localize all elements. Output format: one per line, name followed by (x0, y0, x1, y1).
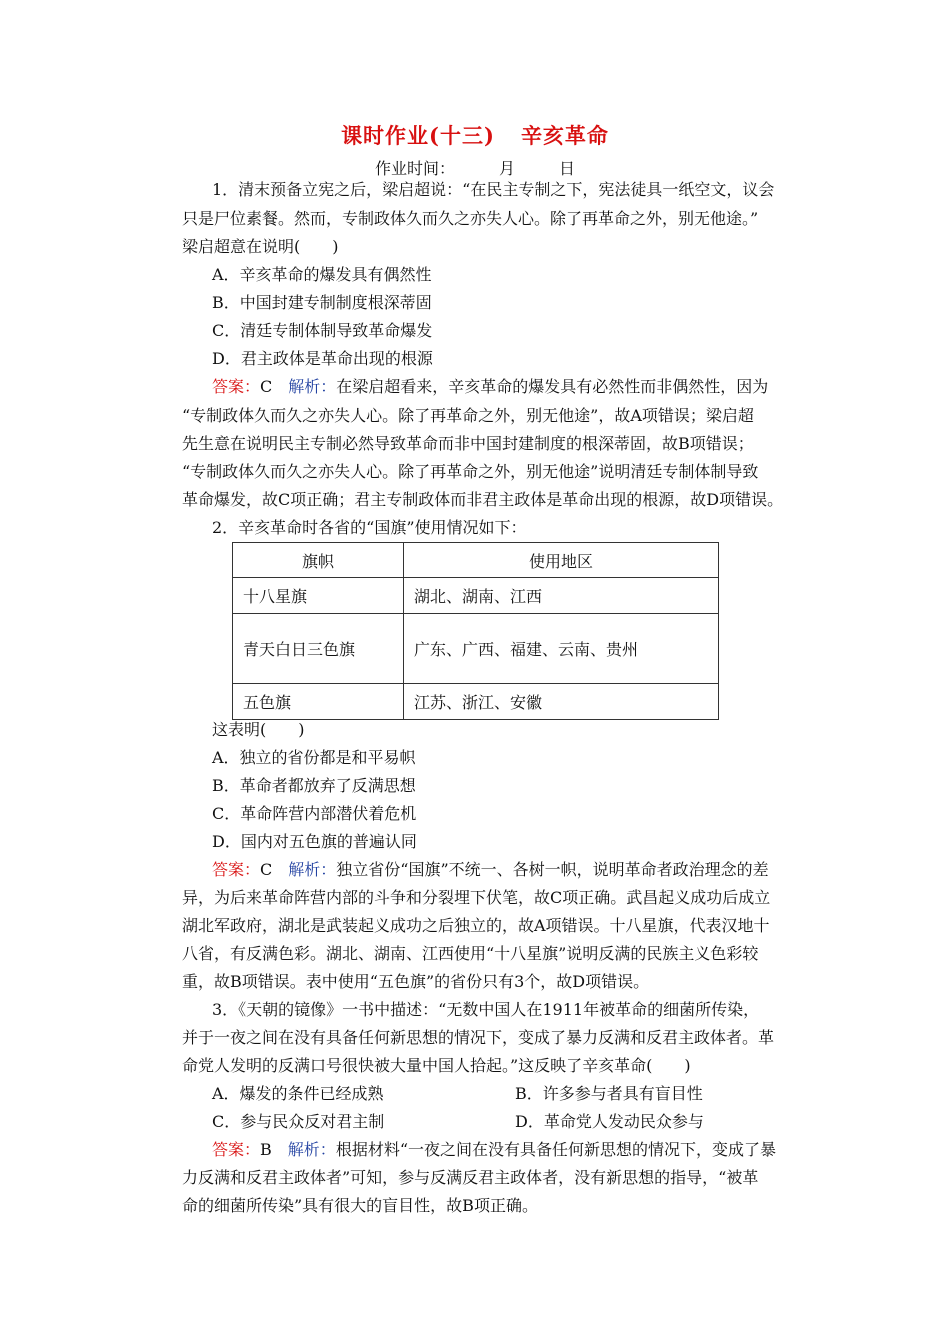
q1-option-d: D．君主政体是革命出现的根源 (212, 349, 433, 368)
q3-stem-line: 命党人发明的反满口号很快被大量中国人拾起。”这反映了辛亥革命( ) (182, 1056, 691, 1075)
q1-analysis-line: 先生意在说明民主专制必然导致革命而非中国封建制度的根深蒂固，故B项错误； (182, 434, 754, 453)
q3-answer-line: 答案：B 解析：根据材料“一夜之间在没有具备任何新思想的情况下，变成了暴 (212, 1140, 776, 1159)
table-header: 使用地区 (404, 543, 719, 578)
answer-value: C (260, 377, 273, 396)
table-cell: 广东、广西、福建、云南、贵州 (404, 614, 719, 684)
answer-value: C (260, 860, 273, 879)
q2-analysis-line: 重，故B项错误。表中使用“五色旗”的省份只有3个，故D项错误。 (182, 972, 650, 991)
q2-option-a: A．独立的省份都是和平易帜 (212, 748, 416, 767)
q3-stem-line: 3．《天朝的镜像》一书中描述：“无数中国人在1911年被革命的细菌所传染， (212, 1000, 760, 1019)
q1-option-c: C．清廷专制体制导致革命爆发 (212, 321, 433, 340)
analysis-label: 解析： (288, 377, 337, 396)
table-cell: 青天白日三色旗 (233, 614, 404, 684)
q1-stem-line: 1．清末预备立宪之后，梁启超说：“在民主专制之下，宪法徒具一纸空文，议会 (212, 180, 775, 199)
q2-option-b: B．革命者都放弃了反满思想 (212, 776, 416, 795)
q2-option-c: C．革命阵营内部潜伏着危机 (212, 804, 417, 823)
q1-stem-line: 只是尸位素餐。然而，专制政体久而久之亦失人心。除了再革命之外，别无他途。” (182, 209, 759, 228)
q2-answer-line: 答案：C 解析：独立省份“国旗”不统一、各树一帜，说明革命者政治理念的差 (212, 860, 769, 879)
q2-option-d: D．国内对五色旗的普遍认同 (212, 832, 417, 851)
q1-option-a: A．辛亥革命的爆发具有偶然性 (212, 265, 432, 284)
q3-option-d: D．革命党人发动民众参与 (515, 1112, 704, 1131)
q2-analysis-line: 异，为后来革命阵营内部的斗争和分裂埋下伏笔，故C项正确。武昌起义成功后成立 (182, 888, 771, 907)
flag-table (232, 542, 719, 720)
q3-option-a: A．爆发的条件已经成熟 (212, 1084, 384, 1103)
answer-label: 答案： (212, 1140, 261, 1159)
table-cell: 江苏、浙江、安徽 (404, 684, 719, 720)
q1-option-b: B．中国封建专制制度根深蒂固 (212, 293, 432, 312)
q3-option-c: C．参与民众反对君主制 (212, 1112, 385, 1131)
table-row (233, 578, 719, 614)
table-header: 旗帜 (233, 543, 404, 578)
q1-answer-line: 答案：C 解析：在梁启超看来，辛亥革命的爆发具有必然性而非偶然性，因为 (212, 377, 769, 396)
table-row (233, 614, 719, 684)
answer-value: B (260, 1140, 272, 1159)
q1-analysis-line: “专制政体久而久之亦失人心。除了再革命之外，别无他途”，故A项错误；梁启超 (182, 406, 754, 425)
q2-prompt: 这表明( ) (212, 720, 305, 739)
page-title: 课时作业(十三) 辛亥革命 (341, 123, 609, 148)
table-header-row (233, 543, 719, 578)
table-row (233, 684, 719, 720)
q2-analysis-line: 八省，有反满色彩。湖北、湖南、江西使用“十八星旗”说明反满的民族主义色彩较 (182, 944, 759, 963)
table-cell: 十八星旗 (233, 578, 404, 614)
q3-analysis-line: 命的细菌所传染”具有很大的盲目性，故B项正确。 (182, 1196, 538, 1215)
q3-analysis-line: 力反满和反君主政体者”可知，参与反满反君主政体者，没有新思想的指导，“被革 (182, 1168, 759, 1187)
q2-stem: 2．辛亥革命时各省的“国旗”使用情况如下： (212, 518, 527, 537)
q3-option-b: B．许多参与者具有盲目性 (515, 1084, 703, 1103)
analysis-label: 解析： (287, 1140, 336, 1159)
q3-stem-line: 并于一夜之间在没有具备任何新思想的情况下，变成了暴力反满和反君主政体者。革 (182, 1028, 775, 1047)
answer-label: 答案： (212, 860, 261, 879)
table-cell: 五色旗 (233, 684, 404, 720)
table-cell: 湖北、湖南、江西 (404, 578, 719, 614)
assignment-time: 作业时间： 月 日 (374, 159, 576, 178)
q2-analysis-line: 湖北军政府，湖北是武装起义成功之后独立的，故A项错误。十八星旗，代表汉地十 (182, 916, 770, 935)
q1-stem-line: 梁启超意在说明( ) (182, 237, 339, 256)
q1-analysis-line: 革命爆发，故C项正确；君主专制政体而非君主政体是革命出现的根源，故D项错误。 (182, 490, 784, 509)
q1-analysis-line: “专制政体久而久之亦失人心。除了再革命之外，别无他途”说明清廷专制体制导致 (182, 462, 759, 481)
answer-label: 答案： (212, 377, 261, 396)
analysis-label: 解析： (288, 860, 337, 879)
